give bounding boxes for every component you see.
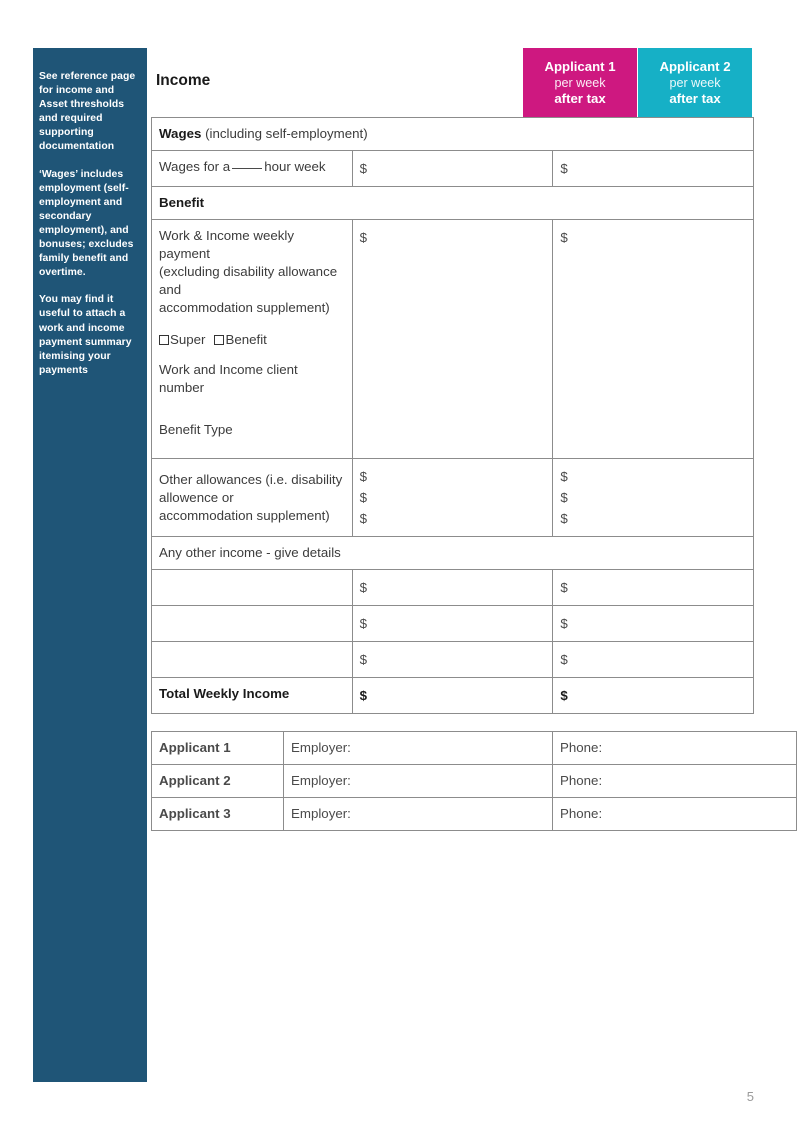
other-allowances-label-cell xyxy=(152,459,353,537)
table-row xyxy=(152,798,797,831)
table-row xyxy=(152,765,797,798)
table-row-work-and-income xyxy=(152,220,754,459)
currency-symbol: $ xyxy=(359,688,368,703)
applicant-2-aftertax: after tax xyxy=(669,91,721,106)
total-applicant-2-amount[interactable] xyxy=(553,678,754,714)
applicant-1-aftertax: after tax xyxy=(554,91,606,106)
checkbox-super[interactable] xyxy=(159,335,169,345)
work-and-income-applicant-2-amount[interactable] xyxy=(553,220,754,459)
employer-row-2-phone-field[interactable]: Phone: xyxy=(553,765,797,798)
wages-applicant-2-amount[interactable] xyxy=(553,151,754,187)
wi-payment-line-2: (excluding disability allowance and xyxy=(159,264,338,297)
other-income-2-applicant-2-amount[interactable] xyxy=(553,606,754,642)
employer-row-1-applicant: Applicant 1 xyxy=(152,732,284,765)
wages-hours-prefix: Wages for a xyxy=(159,159,231,174)
currency-symbol: $ xyxy=(359,161,368,176)
other-income-1-applicant-1-amount[interactable] xyxy=(352,570,553,606)
employer-table-wrapper xyxy=(151,731,754,831)
currency-symbol: $ xyxy=(359,580,368,595)
wages-applicant-1-amount[interactable] xyxy=(352,151,553,187)
sidebar-note-3: You may find it useful to attach a work and income payment summary itemising your payments xyxy=(39,294,132,376)
table-row xyxy=(152,732,797,765)
column-header-applicant-2 xyxy=(638,48,752,117)
currency-symbol: $ xyxy=(359,230,368,245)
currency-symbol: $ xyxy=(560,161,568,176)
table-row-wages-section xyxy=(152,118,754,151)
currency-symbol: $ xyxy=(560,652,568,667)
other-allowances-line-2: accommodation supplement) xyxy=(159,507,330,523)
page-number: 5 xyxy=(746,1089,754,1104)
other-income-description-3[interactable] xyxy=(152,642,353,678)
table-row-wages-hours xyxy=(152,151,754,187)
currency-symbol: $ xyxy=(359,616,368,631)
page-title: Income xyxy=(156,72,211,89)
table-row-other-allowances xyxy=(152,459,754,537)
employer-row-1-phone-field[interactable]: Phone: xyxy=(553,732,797,765)
employer-row-2-employer-field[interactable]: Employer: xyxy=(284,765,553,798)
other-allowances-applicant-1-amounts[interactable] xyxy=(352,459,553,537)
employer-row-2-applicant: Applicant 2 xyxy=(152,765,284,798)
table-row-total-weekly-income xyxy=(152,678,754,714)
employer-row-3-applicant: Applicant 3 xyxy=(152,798,284,831)
currency-symbol: $ xyxy=(359,511,368,526)
income-header-row xyxy=(151,48,754,117)
wages-section-label: Wages xyxy=(159,126,202,141)
currency-symbol: $ xyxy=(560,616,568,631)
currency-symbol: $ xyxy=(560,580,568,595)
currency-symbol: $ xyxy=(560,230,568,245)
other-income-description-2[interactable] xyxy=(152,606,353,642)
total-applicant-1-amount[interactable] xyxy=(352,678,553,714)
applicant-2-subtitle: per week xyxy=(669,76,721,90)
currency-symbol: $ xyxy=(359,469,368,484)
employer-row-3-phone-field[interactable]: Phone: xyxy=(553,798,797,831)
sidebar-notes-panel xyxy=(33,48,147,1082)
client-number-label: Work and Income client number xyxy=(159,362,298,395)
checkbox-benefit[interactable] xyxy=(214,335,224,345)
currency-symbol: $ xyxy=(359,652,368,667)
other-income-3-applicant-2-amount[interactable] xyxy=(553,642,754,678)
wi-payment-line-3: accommodation supplement) xyxy=(159,300,330,315)
currency-symbol: $ xyxy=(560,688,568,703)
currency-symbol: $ xyxy=(560,469,568,484)
checkbox-benefit-label: Benefit xyxy=(225,332,267,347)
any-other-income-label: Any other income - give details xyxy=(159,545,341,560)
wi-payment-line-1: Work & Income weekly payment xyxy=(159,228,294,261)
applicant-1-subtitle: per week xyxy=(554,76,606,90)
total-weekly-income-label-cell xyxy=(152,678,353,714)
spacer xyxy=(159,349,346,361)
employer-row-3-employer-field[interactable]: Employer: xyxy=(284,798,553,831)
benefit-type-checkbox-group xyxy=(159,331,346,349)
wages-hours-suffix: hour week xyxy=(264,159,326,174)
benefit-section-label: Benefit xyxy=(159,195,205,210)
table-row xyxy=(152,642,754,678)
currency-symbol: $ xyxy=(560,490,568,505)
table-row-benefit-section xyxy=(152,187,754,220)
wages-hours-cell xyxy=(152,151,353,187)
other-allowances-applicant-2-amounts[interactable] xyxy=(553,459,754,537)
other-income-3-applicant-1-amount[interactable] xyxy=(352,642,553,678)
other-income-1-applicant-2-amount[interactable] xyxy=(553,570,754,606)
employer-row-1-employer-field[interactable]: Employer: xyxy=(284,732,553,765)
benefit-section-cell xyxy=(152,187,754,220)
table-row xyxy=(152,570,754,606)
applicant-2-name: Applicant 2 xyxy=(659,59,731,74)
spacer xyxy=(159,439,346,451)
checkbox-super-label: Super xyxy=(170,332,206,347)
benefit-type-label: Benefit Type xyxy=(159,422,233,437)
other-allowances-line-1: Other allowances (i.e. disability allowence or xyxy=(159,471,343,505)
wages-section-note: (including self-employment) xyxy=(205,126,368,141)
employer-table xyxy=(151,731,797,831)
income-table xyxy=(151,117,754,714)
spacer xyxy=(159,397,346,421)
currency-symbol: $ xyxy=(359,490,368,505)
sidebar-note-1: See reference page for income and Asset thresholds and required supporting documentation xyxy=(39,71,136,153)
column-header-applicant-1 xyxy=(523,48,637,117)
other-income-description-1[interactable] xyxy=(152,570,353,606)
work-and-income-applicant-1-amount[interactable] xyxy=(352,220,553,459)
table-row-any-other-income xyxy=(152,537,754,570)
sidebar-note-2: ‘Wages’ includes employment (self-employment and secondary employment), and bonuses; excludes family benefit and overtime. xyxy=(39,168,134,279)
any-other-income-cell xyxy=(152,537,754,570)
table-row xyxy=(152,606,754,642)
applicant-1-name: Applicant 1 xyxy=(544,59,616,74)
wages-hours-blank-rule[interactable] xyxy=(232,168,262,169)
total-weekly-income-label: Total Weekly Income xyxy=(159,686,290,701)
main-content xyxy=(151,48,754,831)
currency-symbol: $ xyxy=(560,511,568,526)
other-income-2-applicant-1-amount[interactable] xyxy=(352,606,553,642)
wages-section-cell xyxy=(152,118,754,151)
work-and-income-details-cell xyxy=(152,220,353,459)
